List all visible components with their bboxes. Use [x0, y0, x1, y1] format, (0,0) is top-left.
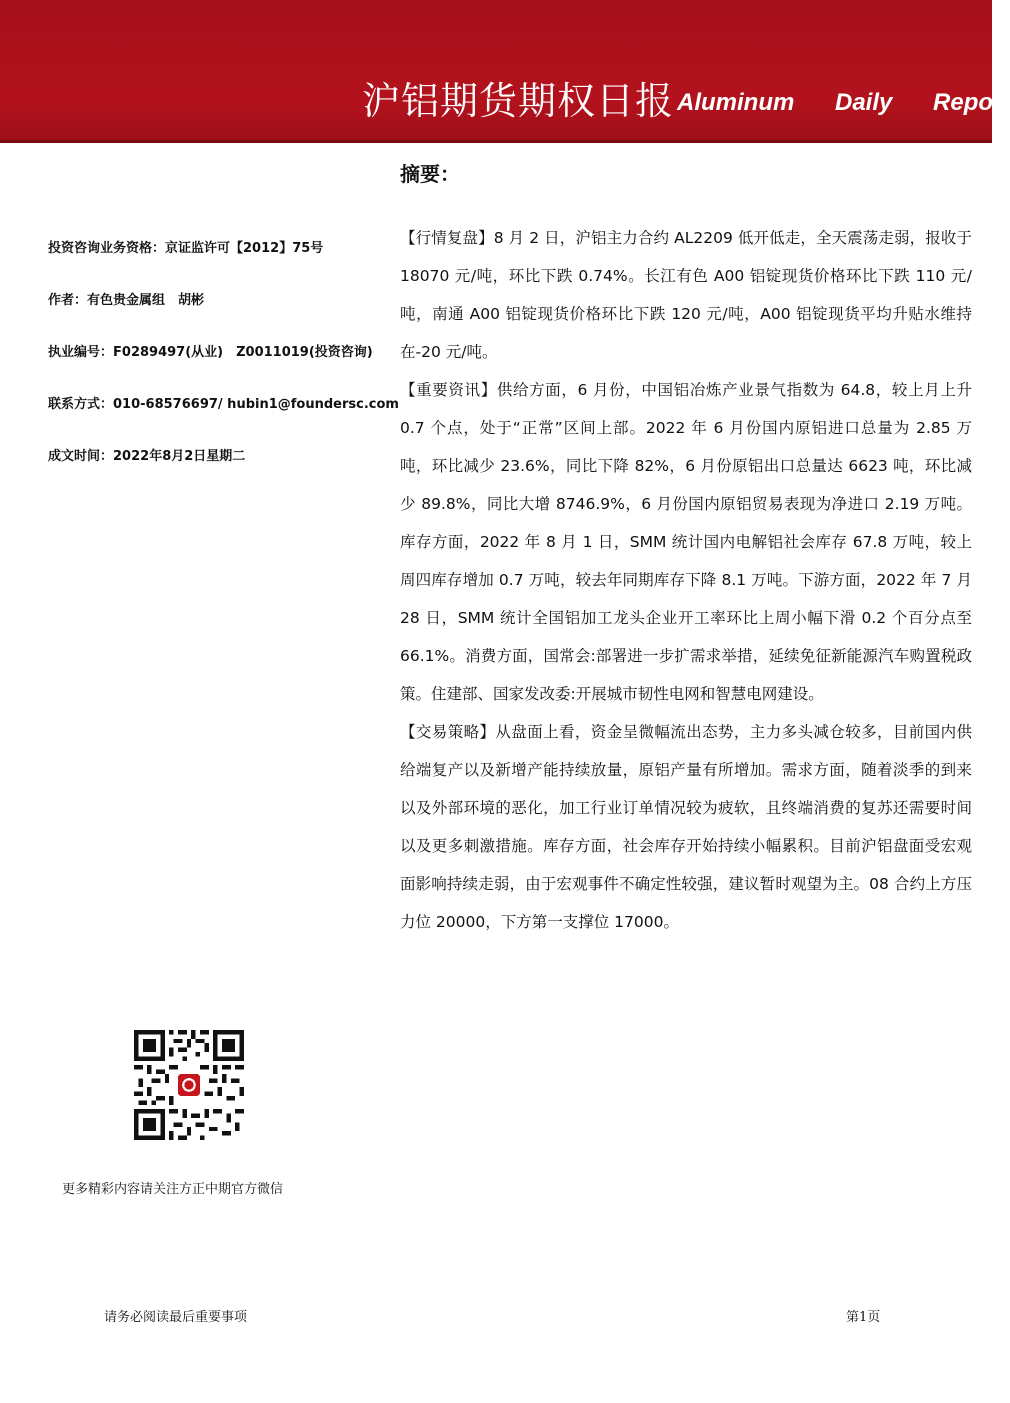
- meta-contact: [48, 394, 399, 416]
- meta-author: [48, 290, 388, 312]
- summary-heading: 摘要：: [400, 162, 460, 186]
- meta-value: 京证监许可【2012】75号: [165, 241, 324, 256]
- meta-value: 010-68576697/ hubin1@foundersc.com: [113, 397, 399, 412]
- title-en-word-1: Aluminum: [677, 89, 795, 116]
- meta-value: F0289497(从业) Z0011019(投资咨询): [113, 345, 373, 360]
- footer-notice: 请务必阅读最后重要事项: [104, 1310, 248, 1325]
- paragraph-tag: 【交易策略】: [400, 723, 496, 741]
- meta-value: 2022年8月2日星期二: [113, 449, 246, 464]
- meta-date: [48, 446, 388, 468]
- paragraph-strategy: [400, 713, 972, 941]
- paragraph-key-news: [400, 371, 972, 713]
- paragraph-tag: 【行情复盘】: [400, 229, 494, 247]
- meta-label: 成文时间：: [48, 449, 114, 464]
- meta-label: 联系方式：: [48, 397, 114, 412]
- paragraph-tag: 【重要资讯】: [400, 381, 497, 399]
- title-en-word-3: Report: [933, 89, 1010, 116]
- paragraph-text: 供给方面，6 月份，中国铝冶炼产业景气指数为 64.8，较上月上升 0.7 个点，处于“正常”区间上部。2022 年 6 月份国内原铝进口总量为 2.85 万吨，环比减少 23.6%，同比下降 82%，6 月份原铝出口总量达 6623 吨，环比减少 89.8%，同比大增 8746.9%，6 月份国内原铝贸易表现为净进口 2.19 万吨。库存方面，2022 年 8 月 1 日，SMM 统计国内电解铝社会库存 67.8 万吨，较上周四库存增加 0.7 万吨，较去年同期库存下降 8.1 万吨。下游方面，2022 年 7 月 28 日，SMM 统计全国铝加工龙头企业开工率环比上周小幅下滑 0.2 个百分点至 66.1%。消费方面，国常会:部署进一步扩需求举措，延续免征新能源汽车购置税政策。住建部、国家发改委:开展城市韧性电网和智慧电网建设。: [400, 381, 972, 703]
- meta-label: 作者：: [48, 293, 88, 308]
- qr-code-icon: [134, 1030, 244, 1140]
- paragraph-market-review: [400, 219, 972, 371]
- report-title-cn: 沪铝期货期权日报: [362, 79, 675, 123]
- paragraph-text: 从盘面上看，资金呈微幅流出态势，主力多头减仓较多，目前国内供给端复产以及新增产能持续放量，原铝产量有所增加。需求方面，随着淡季的到来以及外部环境的恶化，加工行业订单情况较为疲软，且终端消费的复苏还需要时间以及更多刺激措施。库存方面，社会库存开始持续小幅累积。目前沪铝盘面受宏观面影响持续走弱，由于宏观事件不确定性较强，建议暂时观望为主。08 合约上方压力位 20000，下方第一支撑位 17000。: [400, 723, 972, 931]
- author-info: [48, 238, 399, 498]
- meta-value: 有色贵金属组 胡彬: [87, 293, 205, 308]
- report-title-en: [677, 86, 1010, 120]
- page-number: 第1页: [846, 1310, 881, 1325]
- title-en-word-2: Daily: [835, 89, 893, 116]
- paragraph-text: 8 月 2 日，沪铝主力合约 AL2209 低开低走，全天震荡走弱，报收于 18070 元/吨，环比下跌 0.74%。长江有色 A00 铝锭现货价格环比下跌 110 元/吨，南通 A00 铝锭现货价格环比下跌 120 元/吨，A00 铝锭现货平均升贴水维持在-20 元/吨。: [400, 229, 972, 361]
- qr-caption: 更多精彩内容请关注方正中期官方微信: [62, 1182, 284, 1197]
- summary-content: [400, 219, 972, 941]
- meta-license: [48, 342, 388, 364]
- meta-label: 执业编号：: [48, 345, 114, 360]
- meta-label: 投资咨询业务资格：: [48, 241, 166, 256]
- meta-qualification: [48, 238, 388, 260]
